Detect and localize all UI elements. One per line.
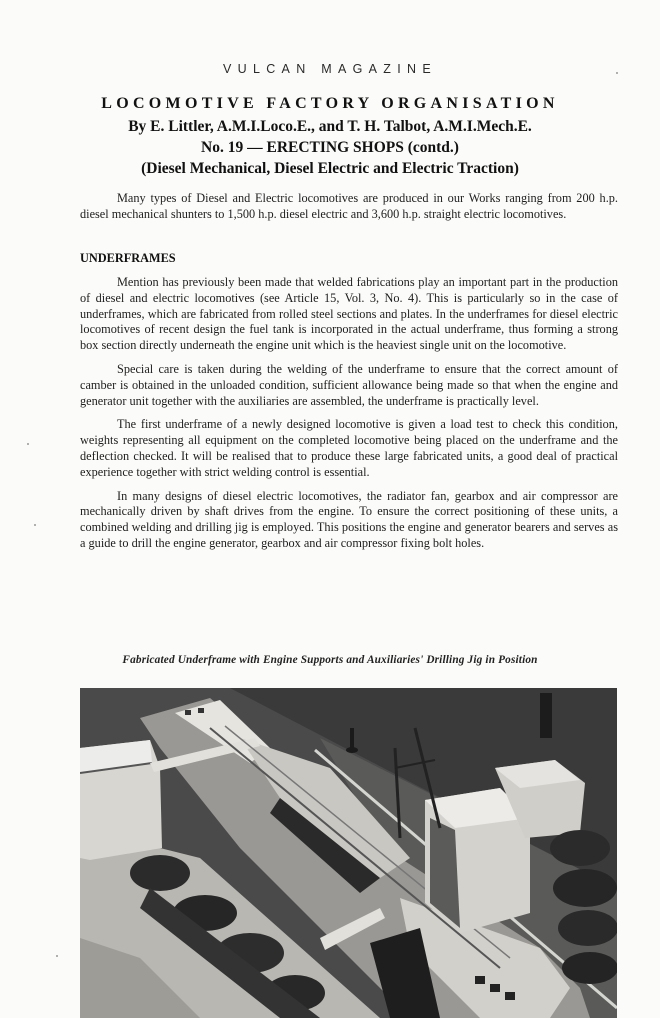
underframe-photo <box>80 688 617 1018</box>
paragraph: Mention has previously been made that welded fabrications play an important part in the production of diesel and electric locomotives (see Article 15, Vol. 3, No. 4). This is particularly so in the case of underframes, which are fabricated from rolled steel sections and plates. In the underframes for diesel electric locomotives of recent design the fuel tank is incorporated in the actual underframe, thus forming a strong box section directly underneath the engine unit which is the heaviest single unit on the locomotive. <box>80 275 618 353</box>
article-title: LOCOMOTIVE FACTORY ORGANISATION <box>101 95 559 112</box>
paragraph: In many designs of diesel electric locomotives, the radiator fan, gearbox and air compressor are mechanically driven by shaft drives from the engine. To ensure the correct positioning of these units, a combined welding and drilling jig is employed. This positions the engine and generator bearers and serves as a guide to drill the engine generator, gearbox and air compressor fixing bolt holes. <box>80 488 618 550</box>
print-speck <box>34 524 36 526</box>
print-speck <box>27 443 29 445</box>
paragraph: Special care is taken during the welding of the underframe to ensure that the correct amount of camber is obtained in the unloaded condition, sufficient allowance being made so that when the engine and generator unit together with the auxiliaries are assembled, the underframe is practically level. <box>80 361 618 408</box>
figure-caption: Fabricated Underframe with Engine Supports and Auxiliaries' Drilling Jig in Position <box>122 654 538 666</box>
section-heading: UNDERFRAMES <box>80 251 176 265</box>
print-speck <box>616 72 618 74</box>
section-body <box>80 275 618 560</box>
intro-block <box>80 191 618 231</box>
intro-paragraph: Many types of Diesel and Electric locomotives are produced in our Works ranging from 200 h.p. diesel mechanical shunters to 1,500 h.p. diesel electric and 3,600 h.p. straight electric locomotives. <box>80 191 618 221</box>
photo-illustration <box>80 688 617 1018</box>
article-subtitle: No. 19 — ERECTING SHOPS (contd.) <box>201 139 459 156</box>
article-byline: By E. Littler, A.M.I.Loco.E., and T. H. Talbot, A.M.I.Mech.E. <box>128 118 532 135</box>
article-subsubtitle: (Diesel Mechanical, Diesel Electric and Electric Traction) <box>141 160 519 177</box>
paragraph: The first underframe of a newly designed locomotive is given a load test to check this condition, weights representing all equipment on the completed locomotive being placed on the underframe and the deflection checked. It will be realised that to produce these large fabricated units, a good deal of practical experience together with strict welding control is essential. <box>80 417 618 479</box>
print-speck <box>56 955 58 957</box>
masthead: VULCAN MAGAZINE <box>223 62 437 76</box>
